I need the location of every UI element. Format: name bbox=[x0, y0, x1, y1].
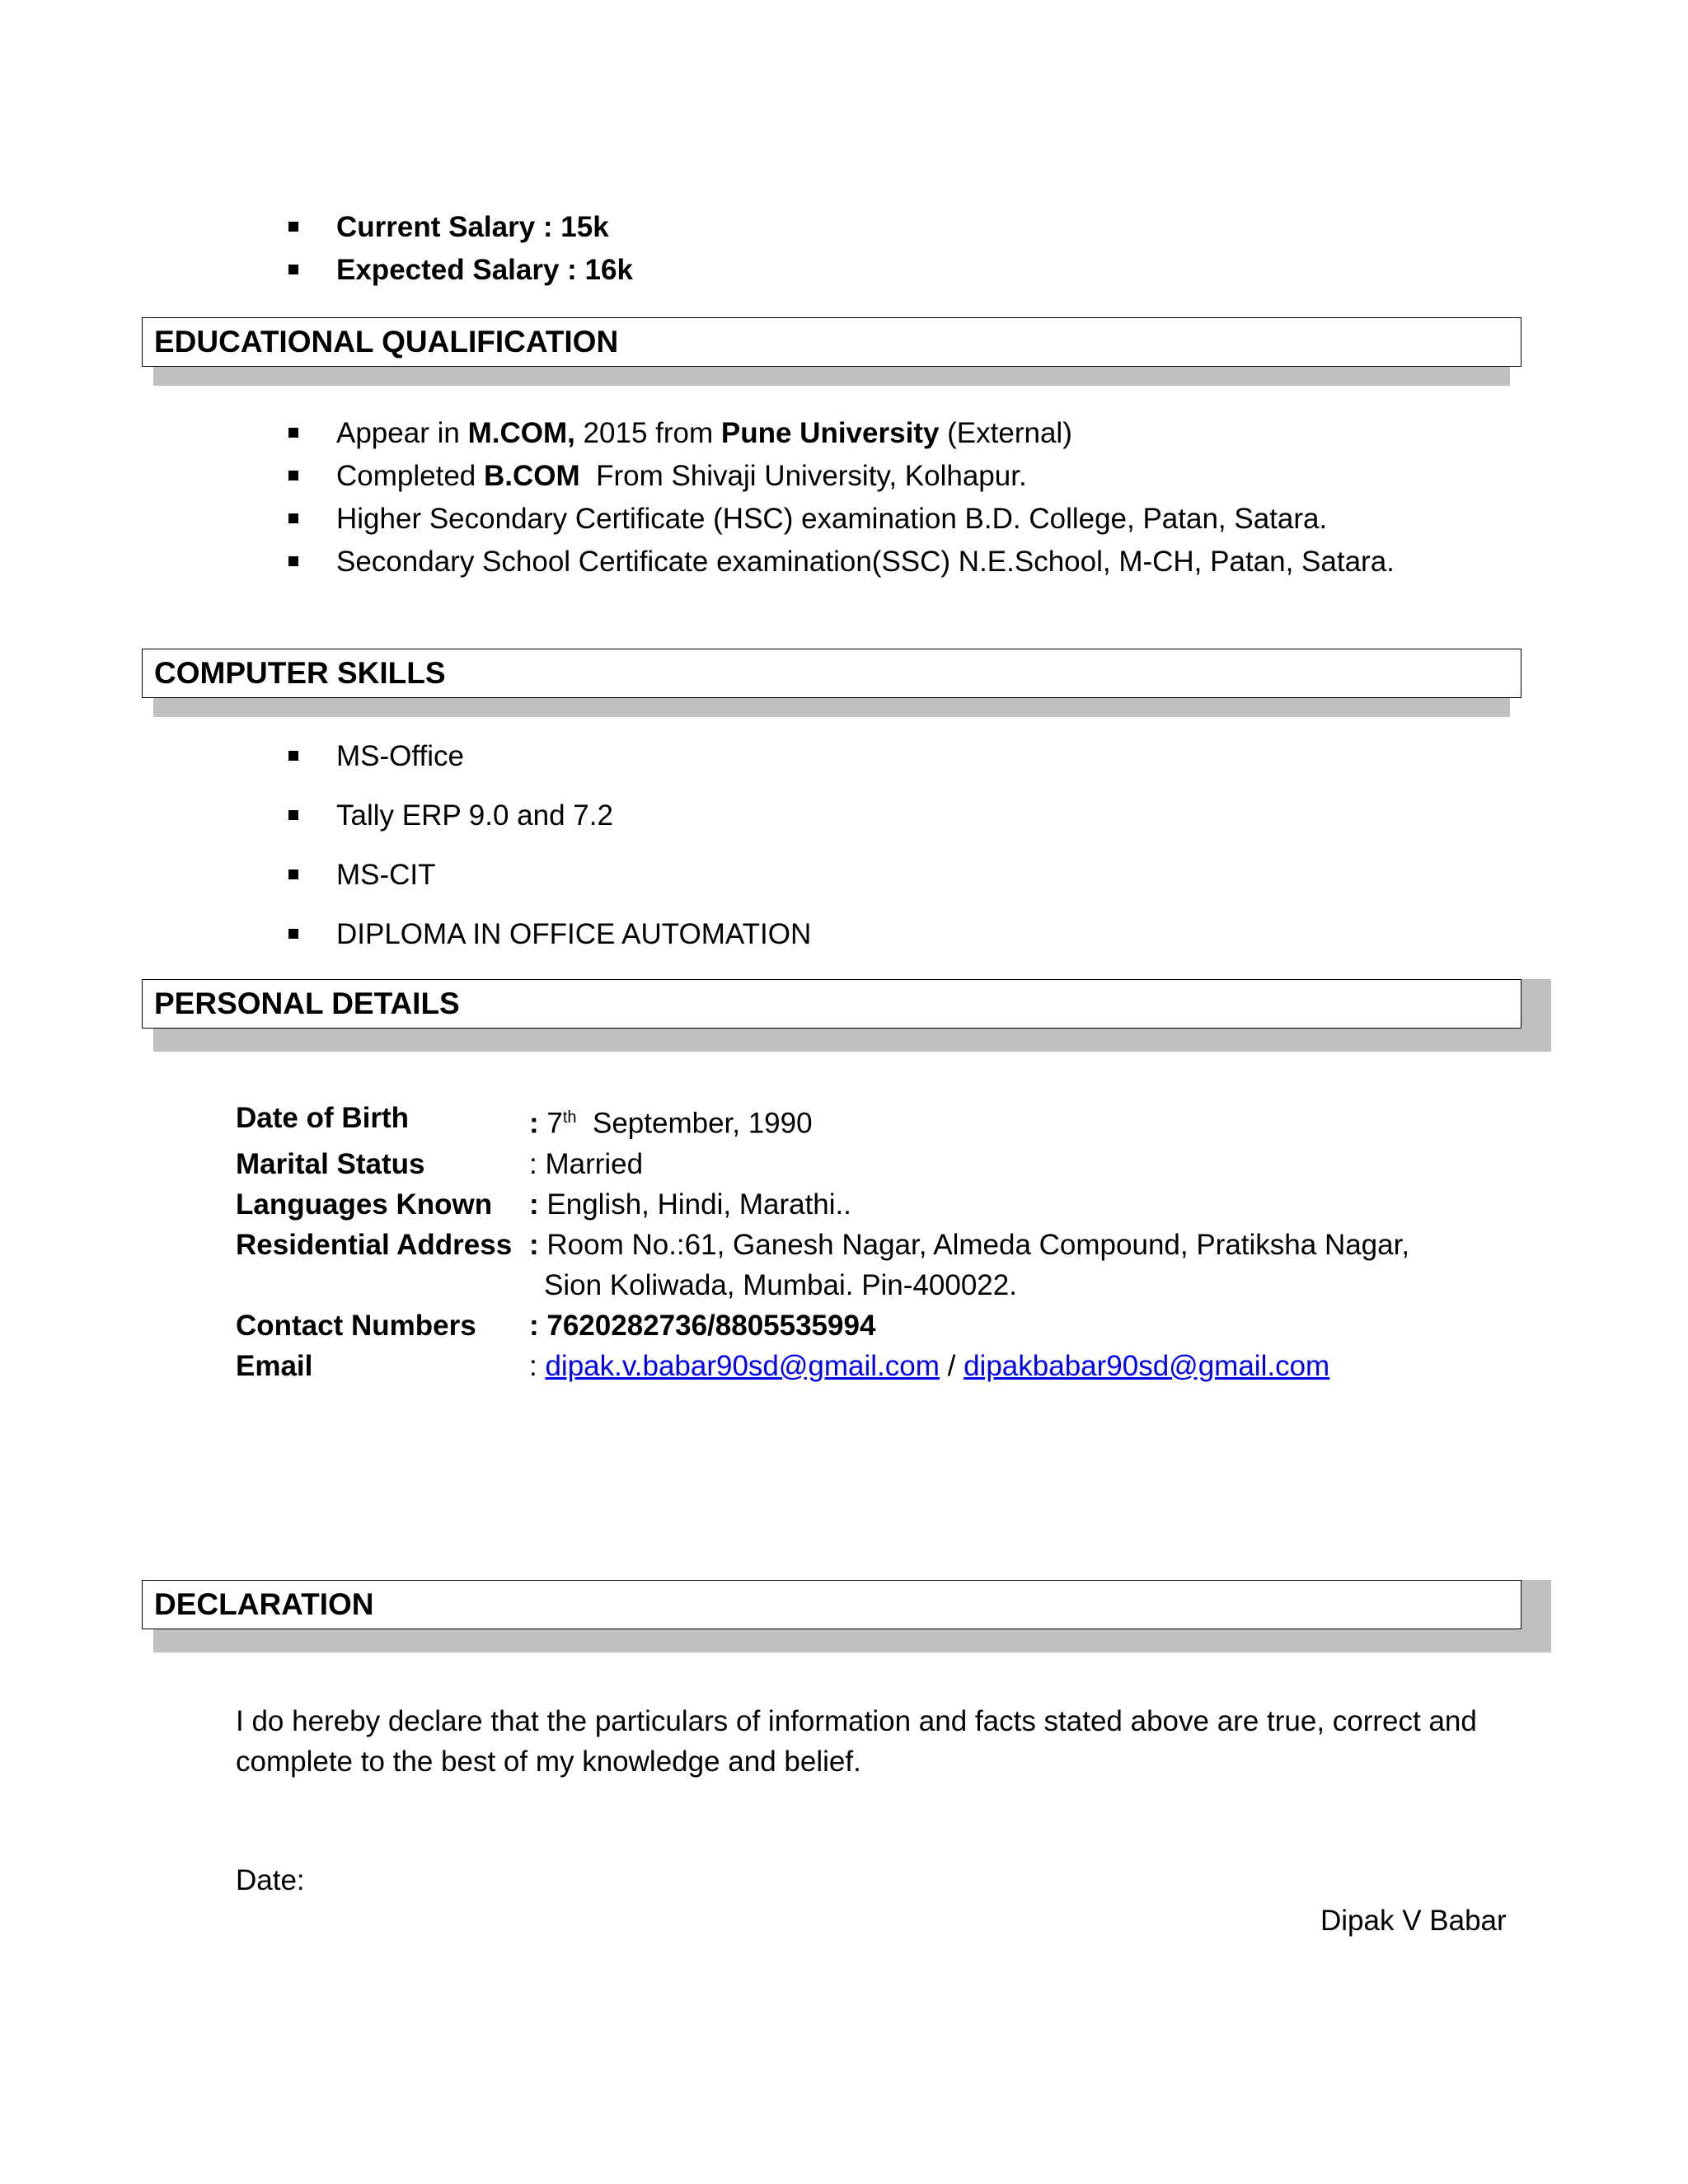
heading-personal-details: PERSONAL DETAILS bbox=[142, 979, 1522, 1029]
heading-declaration: DECLARATION bbox=[142, 1580, 1522, 1629]
email-link-1[interactable]: dipak.v.babar90sd@gmail.com bbox=[545, 1349, 940, 1382]
signature-name: Dipak V Babar bbox=[1320, 1905, 1507, 1937]
marital-value: : Married bbox=[529, 1147, 644, 1180]
address-label: Residential Address bbox=[236, 1228, 513, 1261]
list-item: Appear in M.COM, 2015 from Pune University (External) bbox=[280, 412, 1395, 455]
contact-row bbox=[236, 1305, 1436, 1346]
heading-computer-skills: COMPUTER SKILLS bbox=[142, 649, 1522, 698]
list-item: MS-CIT bbox=[280, 846, 811, 905]
dob-row bbox=[236, 1098, 1436, 1144]
list-item: Secondary School Certificate examination(SSC) N.E.School, M-CH, Patan, Satara. bbox=[280, 541, 1395, 583]
education-list bbox=[280, 412, 1395, 583]
date-label: Date: bbox=[236, 1864, 305, 1896]
marital-label: Marital Status bbox=[236, 1147, 425, 1180]
list-item: Higher Secondary Certificate (HSC) examination B.D. College, Patan, Satara. bbox=[280, 498, 1395, 541]
personal-details bbox=[236, 1098, 1436, 1386]
address-value: : Room No.:61, Ganesh Nagar, Almeda Compound, Pratiksha Nagar, Sion Koliwada, Mumbai. Pin-400022. bbox=[529, 1228, 1410, 1301]
email-label: Email bbox=[236, 1349, 313, 1382]
languages-row bbox=[236, 1184, 1436, 1225]
current-salary: Current Salary : 15k bbox=[280, 206, 633, 249]
contact-label: Contact Numbers bbox=[236, 1309, 476, 1342]
email-row bbox=[236, 1346, 1436, 1386]
list-item: Completed B.COM From Shivaji University, Kolhapur. bbox=[280, 455, 1395, 498]
heading-educational-qualification: EDUCATIONAL QUALIFICATION bbox=[142, 317, 1522, 367]
contact-value: : 7620282736/8805535994 bbox=[529, 1309, 876, 1342]
languages-value: : English, Hindi, Marathi.. bbox=[529, 1188, 851, 1221]
list-item: Tally ERP 9.0 and 7.2 bbox=[280, 786, 811, 846]
declaration-text: I do hereby declare that the particulars of information and facts stated above are true, correct and complete to the best of my knowledge and belief. bbox=[236, 1705, 1477, 1778]
skills-list bbox=[280, 727, 811, 964]
marital-row bbox=[236, 1144, 1436, 1184]
email-link-2[interactable]: dipakbabar90sd@gmail.com bbox=[964, 1349, 1330, 1382]
dob-value: : 7th September, 1990 bbox=[529, 1107, 813, 1140]
expected-salary: Expected Salary : 16k bbox=[280, 249, 633, 292]
dob-label: Date of Birth bbox=[236, 1102, 409, 1134]
salary-list bbox=[280, 206, 633, 292]
list-item: MS-Office bbox=[280, 727, 811, 786]
languages-label: Languages Known bbox=[236, 1188, 493, 1221]
list-item: DIPLOMA IN OFFICE AUTOMATION bbox=[280, 905, 811, 964]
address-row bbox=[236, 1225, 1436, 1305]
email-value: : dipak.v.babar90sd@gmail.com / dipakbabar90sd@gmail.com bbox=[529, 1349, 1330, 1382]
